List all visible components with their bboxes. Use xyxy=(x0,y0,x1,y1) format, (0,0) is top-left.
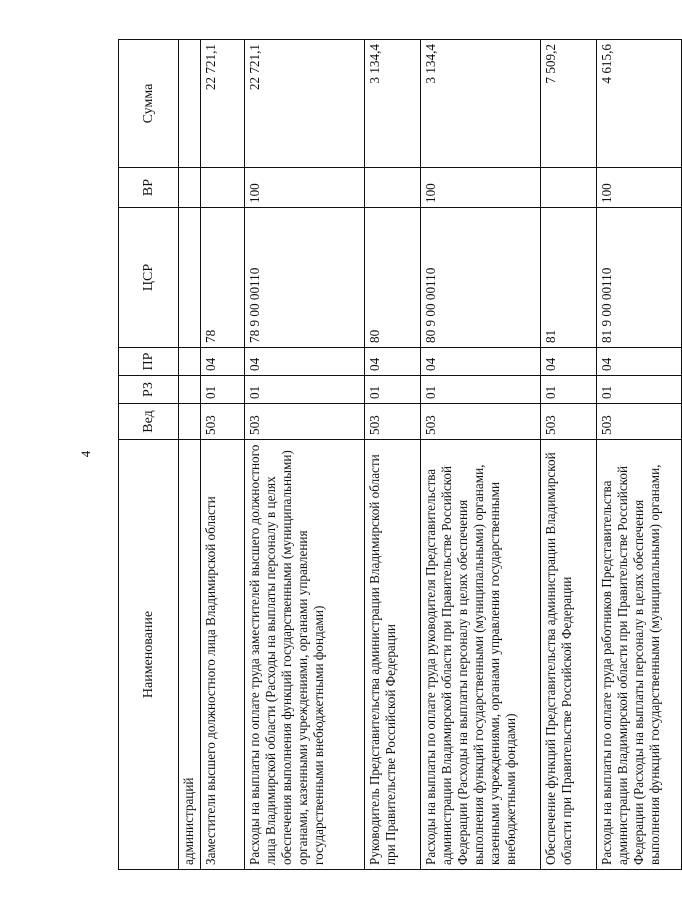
budget-table xyxy=(118,39,682,870)
table-row xyxy=(541,40,597,870)
cell-vr xyxy=(179,168,201,208)
header-ved: Вед xyxy=(119,404,179,440)
cell-rz: 01 xyxy=(245,376,365,404)
cell-csr: 78 9 00 00110 xyxy=(245,208,365,348)
header-vr: ВР xyxy=(119,168,179,208)
cell-vr xyxy=(541,168,597,208)
header-rz: РЗ xyxy=(119,376,179,404)
cell-pr: 04 xyxy=(541,348,597,376)
cell-name: Расходы на выплаты по оплате труда руководителя Представительства администрации Владимирской области при Правительстве Российской Федерации (Расходы на выплаты персоналу в целях обеспечения выполнения функций государственными (муниципальными) органами, казенными учреждениями, органами управления государственными внебюджетными фондами) xyxy=(421,440,541,870)
cell-vr: 100 xyxy=(421,168,541,208)
cell-name: Расходы на выплаты по оплате труда заместителей высшего должностного лица Владимирской области (Расходы на выплаты персоналу в целях обеспечения выполнения функций государственными (муниципальными) органами, казенными учреждениями, органами управления государственными внебюджетными фондами) xyxy=(245,440,365,870)
cell-name: Расходы на выплаты по оплате труда работников Представительства администрации Владимирской области при Правительстве Российской Федерации (Расходы на выплаты персоналу в целях обеспечения выполнения функций государственными (муниципальными) органами, xyxy=(597,440,682,870)
cell-sum: 4 615,6 xyxy=(597,40,682,168)
cell-vr: 100 xyxy=(597,168,682,208)
cell-pr: 04 xyxy=(421,348,541,376)
cell-pr: 04 xyxy=(245,348,365,376)
cell-vr: 100 xyxy=(245,168,365,208)
cell-pr: 04 xyxy=(365,348,421,376)
cell-rz: 01 xyxy=(541,376,597,404)
cell-ved xyxy=(179,404,201,440)
cell-rz: 01 xyxy=(201,376,245,404)
cell-ved: 503 xyxy=(245,404,365,440)
header-row xyxy=(119,40,179,870)
cell-ved: 503 xyxy=(201,404,245,440)
cell-vr xyxy=(201,168,245,208)
cell-sum: 7 509,2 xyxy=(541,40,597,168)
cell-rz xyxy=(179,376,201,404)
cell-pr: 04 xyxy=(597,348,682,376)
cell-csr: 78 xyxy=(201,208,245,348)
header-name: Наименование xyxy=(119,440,179,870)
cell-sum: 22 721,1 xyxy=(201,40,245,168)
cell-rz: 01 xyxy=(597,376,682,404)
cell-name: Заместители высшего должностного лица Владимирской области xyxy=(201,440,245,870)
table-row xyxy=(201,40,245,870)
budget-table-container xyxy=(118,40,662,870)
cell-pr: 04 xyxy=(201,348,245,376)
header-csr: ЦСР xyxy=(119,208,179,348)
cell-csr: 80 9 00 00110 xyxy=(421,208,541,348)
cell-name: Обеспечение функций Представительства администрации Владимирской области при Правительстве Российской Федерации xyxy=(541,440,597,870)
cell-name: администраций xyxy=(179,440,201,870)
cell-csr: 80 xyxy=(365,208,421,348)
table-row xyxy=(245,40,365,870)
cell-sum: 3 134,4 xyxy=(365,40,421,168)
table-row xyxy=(179,40,201,870)
cell-name: Руководитель Представительства администрации Владимирской области при Правительстве Российской Федерации xyxy=(365,440,421,870)
table-row xyxy=(421,40,541,870)
cell-csr: 81 9 00 00110 xyxy=(597,208,682,348)
cell-sum xyxy=(179,40,201,168)
table-row xyxy=(365,40,421,870)
cell-vr xyxy=(365,168,421,208)
table-row xyxy=(597,40,682,870)
cell-ved: 503 xyxy=(421,404,541,440)
cell-ved: 503 xyxy=(541,404,597,440)
header-sum: Сумма xyxy=(119,40,179,168)
header-pr: ПР xyxy=(119,348,179,376)
page-number: 4 xyxy=(78,450,93,458)
cell-ved: 503 xyxy=(597,404,682,440)
cell-pr xyxy=(179,348,201,376)
cell-csr xyxy=(179,208,201,348)
cell-sum: 3 134,4 xyxy=(421,40,541,168)
cell-csr: 81 xyxy=(541,208,597,348)
cell-sum: 22 721,1 xyxy=(245,40,365,168)
cell-rz: 01 xyxy=(365,376,421,404)
cell-rz: 01 xyxy=(421,376,541,404)
cell-ved: 503 xyxy=(365,404,421,440)
